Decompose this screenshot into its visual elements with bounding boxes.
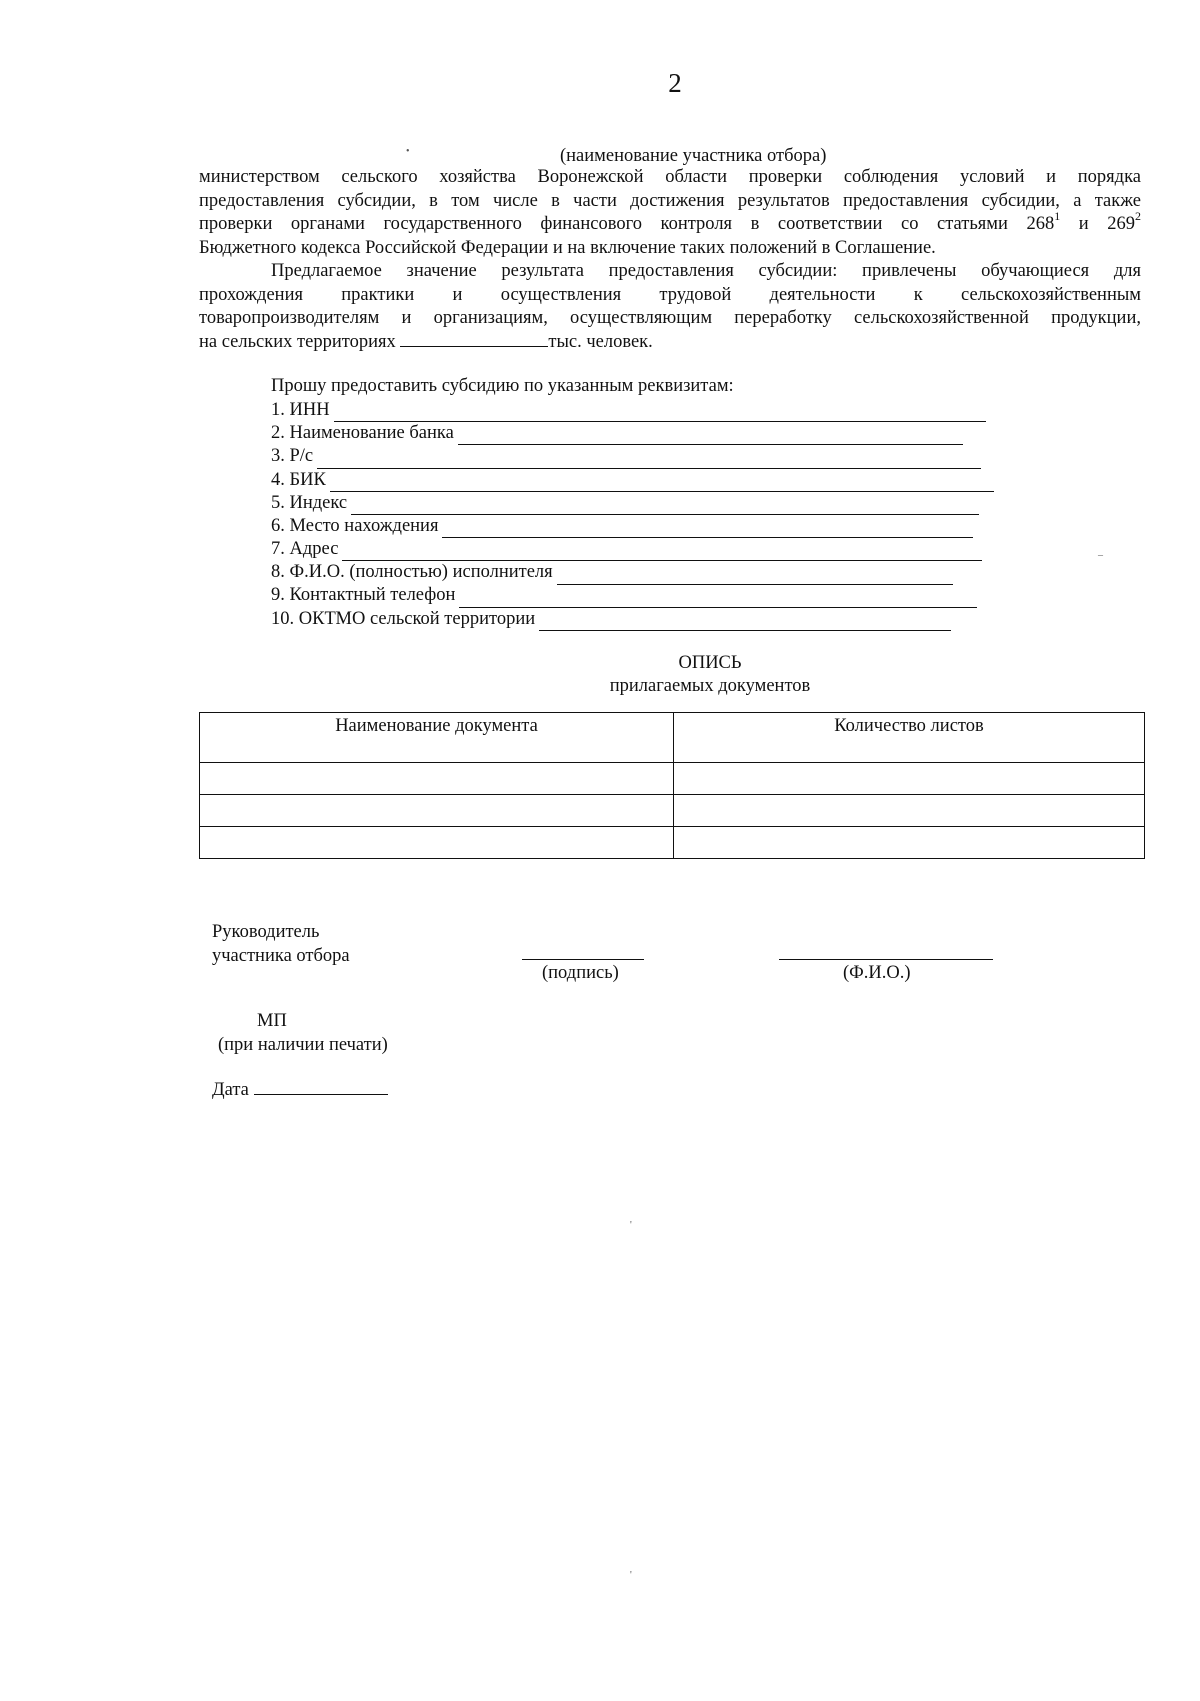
full-name-caption: (Ф.И.О.) <box>843 963 911 983</box>
location-blank[interactable] <box>442 520 973 538</box>
requisite-item: 8. Ф.И.О. (полностью) исполнителя <box>271 561 1001 584</box>
phone-blank[interactable] <box>459 590 977 608</box>
address-blank[interactable] <box>342 543 982 561</box>
column-header-sheet-count: Количество листов <box>674 713 1145 763</box>
page-number: 2 <box>668 68 682 98</box>
consent-line-2: предоставления субсидии, в том числе в части достижения результатов предоставления субсидии, а также <box>199 190 1141 211</box>
stamp-label: МП <box>257 1011 287 1031</box>
footnote-sup-2: 2 <box>1135 208 1141 223</box>
requisite-item: 6. Место нахождения <box>271 515 1001 538</box>
consent-line-3: проверки органами государственного финансового контроля в соответствии со статьями $268^1$ и $269^2$ <box>199 208 1141 234</box>
bik-blank[interactable] <box>330 474 994 492</box>
date-field: Дата <box>212 1080 388 1101</box>
postal-code-blank[interactable] <box>351 497 979 515</box>
table-row <box>200 795 1145 827</box>
result-line-3: товаропроизводителям и организациям, осуществляющим переработку сельскохозяйственной продукции, <box>199 308 1141 328</box>
executor-name-blank[interactable] <box>557 567 953 585</box>
inventory-title: ОПИСЬ <box>678 653 742 673</box>
participant-name-caption: (наименование участника отбора) <box>560 146 827 166</box>
requisite-item: 10. ОКТМО сельской территории <box>271 608 1001 631</box>
inn-blank[interactable] <box>334 404 986 422</box>
requisite-item: 7. Адрес <box>271 538 1001 561</box>
requisite-item: 4. БИК <box>271 469 1001 492</box>
result-line-4: на сельских территориях тыс. человек. <box>199 331 653 352</box>
sheet-count-cell[interactable] <box>674 763 1145 795</box>
requisites-intro: Прошу предоставить субсидию по указанным реквизитам: <box>271 376 734 396</box>
stamp-note: (при наличии печати) <box>218 1035 388 1055</box>
bank-name-blank[interactable] <box>458 427 963 445</box>
scan-speck: ' <box>630 1570 632 1581</box>
requisite-item: 1. ИНН <box>271 399 1001 422</box>
table-header-row <box>200 713 1145 763</box>
requisite-item: 3. Р/с <box>271 445 1001 468</box>
head-title: Руководитель участника отбора <box>212 922 350 966</box>
document-name-cell[interactable] <box>200 763 674 795</box>
signature-blank[interactable] <box>522 958 644 960</box>
scan-speck: – <box>1098 550 1103 561</box>
scan-speck: • <box>406 146 410 157</box>
documents-table <box>199 712 1145 859</box>
result-line-1: Предлагаемое значение результата предоставления субсидии: привлечены обучающиеся для <box>271 261 1141 281</box>
table-row <box>200 827 1145 859</box>
account-blank[interactable] <box>317 451 981 469</box>
people-count-blank[interactable] <box>400 332 548 347</box>
result-paragraph <box>199 260 1141 354</box>
consent-paragraph <box>199 166 1141 260</box>
requisite-item: 9. Контактный телефон <box>271 585 1001 608</box>
footnote-sup-1: 1 <box>1054 208 1061 223</box>
scan-speck: ' <box>630 1220 632 1231</box>
full-name-blank[interactable] <box>779 958 993 960</box>
sheet-count-cell[interactable] <box>674 827 1145 859</box>
requisites-list <box>271 399 1001 631</box>
oktmo-blank[interactable] <box>539 613 951 631</box>
result-line-2: прохождения практики и осуществления трудовой деятельности к сельскохозяйственным <box>199 284 1141 305</box>
signature-caption: (подпись) <box>542 963 619 983</box>
sheet-count-cell[interactable] <box>674 795 1145 827</box>
document-name-cell[interactable] <box>200 795 674 827</box>
document-name-cell[interactable] <box>200 827 674 859</box>
table-row <box>200 763 1145 795</box>
requisite-item: 2. Наименование банка <box>271 422 1001 445</box>
column-header-document-name: Наименование документа <box>200 713 674 763</box>
consent-line-1: министерством сельского хозяйства Воронежской области проверки соблюдения условий и порядка <box>199 167 1141 187</box>
requisite-item: 5. Индекс <box>271 492 1001 515</box>
inventory-subtitle: прилагаемых документов <box>609 676 811 696</box>
consent-line-4: Бюджетного кодекса Российской Федерации и на включение таких положений в Соглашение. <box>199 237 936 258</box>
date-blank[interactable] <box>254 1080 388 1095</box>
